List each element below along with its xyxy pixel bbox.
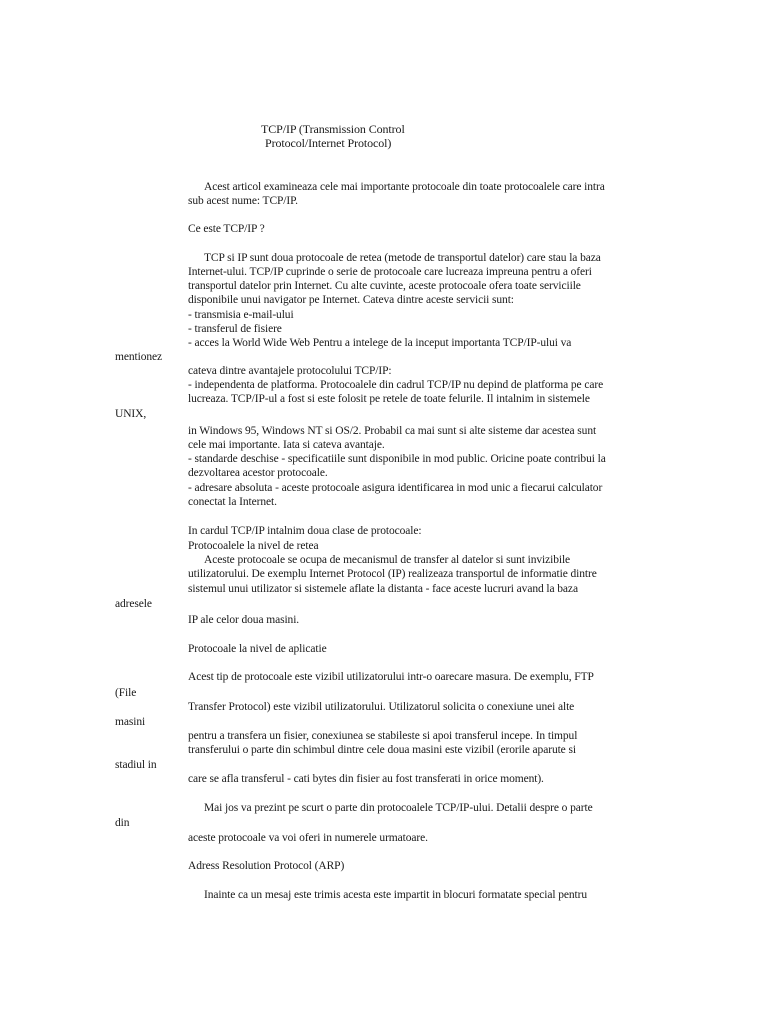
list-item: - independenta de platforma. Protocoalele din cadrul TCP/IP nu depind de platforma pe care <box>188 379 604 391</box>
document-title-line-2: Protocol/Internet Protocol) <box>265 136 392 150</box>
paragraph-line: IP ale celor doua masini. <box>188 614 300 626</box>
list-item: - adresare absoluta - aceste protocoale asigura identificarea in mod unic a fiecarui calculator <box>188 482 603 494</box>
wrapped-word: masini <box>115 716 146 728</box>
paragraph-line: Internet-ului. TCP/IP cuprinde o serie de protocoale care lucreaza impreuna pentru a oferi <box>188 266 592 278</box>
paragraph-line: sub acest nume: TCP/IP. <box>188 195 298 207</box>
wrapped-word: din <box>115 817 130 829</box>
section-heading: Protocoale la nivel de aplicatie <box>188 643 327 655</box>
section-heading: Protocoalele la nivel de retea <box>188 540 319 552</box>
list-item: - transmisia e-mail-ului <box>188 309 294 321</box>
paragraph-line: utilizatorului. De exemplu Internet Protocol (IP) realizeaza transportul de informatie dintre <box>188 568 597 580</box>
paragraph-line: transferului o parte din schimbul dintre cele doua masini este vizibil (erorile aparute si <box>188 744 576 756</box>
paragraph-line: Transfer Protocol) este vizibil utilizatorului. Utilizatorul solicita o conexiune unei alte <box>188 701 575 713</box>
wrapped-word: stadiul in <box>115 759 157 771</box>
paragraph-line: cele mai importante. Iata si cateva avantaje. <box>188 439 385 451</box>
document-title-line-1: TCP/IP (Transmission Control <box>261 122 405 136</box>
paragraph-line: Acest tip de protocoale este vizibil utilizatorului intr-o oarecare masura. De exemplu, FTP <box>188 671 594 683</box>
wrapped-word: UNIX, <box>115 408 147 420</box>
list-item: - standarde deschise - specificatiile sunt disponibile in mod public. Oricine poate contribui la <box>188 453 606 465</box>
section-heading: Adress Resolution Protocol (ARP) <box>188 860 345 872</box>
paragraph-line: conectat la Internet. <box>188 496 277 508</box>
paragraph-line: cateva dintre avantajele protocolului TCP/IP: <box>188 365 392 377</box>
section-heading: Ce este TCP/IP ? <box>188 223 265 235</box>
paragraph-line: disponibile unui navigator pe Internet. Cateva dintre aceste servicii sunt: <box>188 294 514 306</box>
paragraph-line: Mai jos va prezint pe scurt o parte din protocoalele TCP/IP-ului. Detalii despre o parte <box>204 802 593 814</box>
wrapped-word: mentionez <box>115 351 162 363</box>
paragraph-line: Inainte ca un mesaj este trimis acesta este impartit in blocuri formatate special pentru <box>204 889 588 901</box>
paragraph-line: care se afla transferul - cati bytes din fisier au fost transferati in orice moment). <box>188 773 544 785</box>
paragraph-line: Acest articol examineaza cele mai importante protocoale din toate protocoalele care intra <box>204 181 605 193</box>
paragraph-line: lucreaza. TCP/IP-ul a fost si este folosit pe retele de toate felurile. Il intalnim in sistemele <box>188 393 590 405</box>
list-item: - acces la World Wide Web Pentru a intelege de la inceput importanta TCP/IP-ului va <box>188 337 572 349</box>
paragraph-line: in Windows 95, Windows NT si OS/2. Probabil ca mai sunt si alte sisteme dar acestea sunt <box>188 425 597 437</box>
paragraph-line: In cardul TCP/IP intalnim doua clase de protocoale: <box>188 525 422 537</box>
paragraph-line: aceste protocoale va voi oferi in numerele urmatoare. <box>188 832 428 844</box>
paragraph-line: dezvoltarea acestor protocoale. <box>188 467 328 479</box>
paragraph-line: pentru a transfera un fisier, conexiunea se stabileste si apoi transferul incepe. In timpul <box>188 730 578 742</box>
paragraph-line: TCP si IP sunt doua protocoale de retea (metode de transportul datelor) care stau la baza <box>204 252 601 264</box>
wrapped-word: adresele <box>115 598 152 610</box>
wrapped-word: (File <box>115 687 137 699</box>
list-item: - transferul de fisiere <box>188 323 282 335</box>
paragraph-line: sistemul unui utilizator si sistemele aflate la distanta - face aceste lucruri avand la baza <box>188 583 578 595</box>
paragraph-line: transportul datelor prin Internet. Cu alte cuvinte, aceste protocoale ofera toate serviciile <box>188 280 581 292</box>
paragraph-line: Aceste protocoale se ocupa de mecanismul de transfer al datelor si sunt invizibile <box>204 554 571 566</box>
